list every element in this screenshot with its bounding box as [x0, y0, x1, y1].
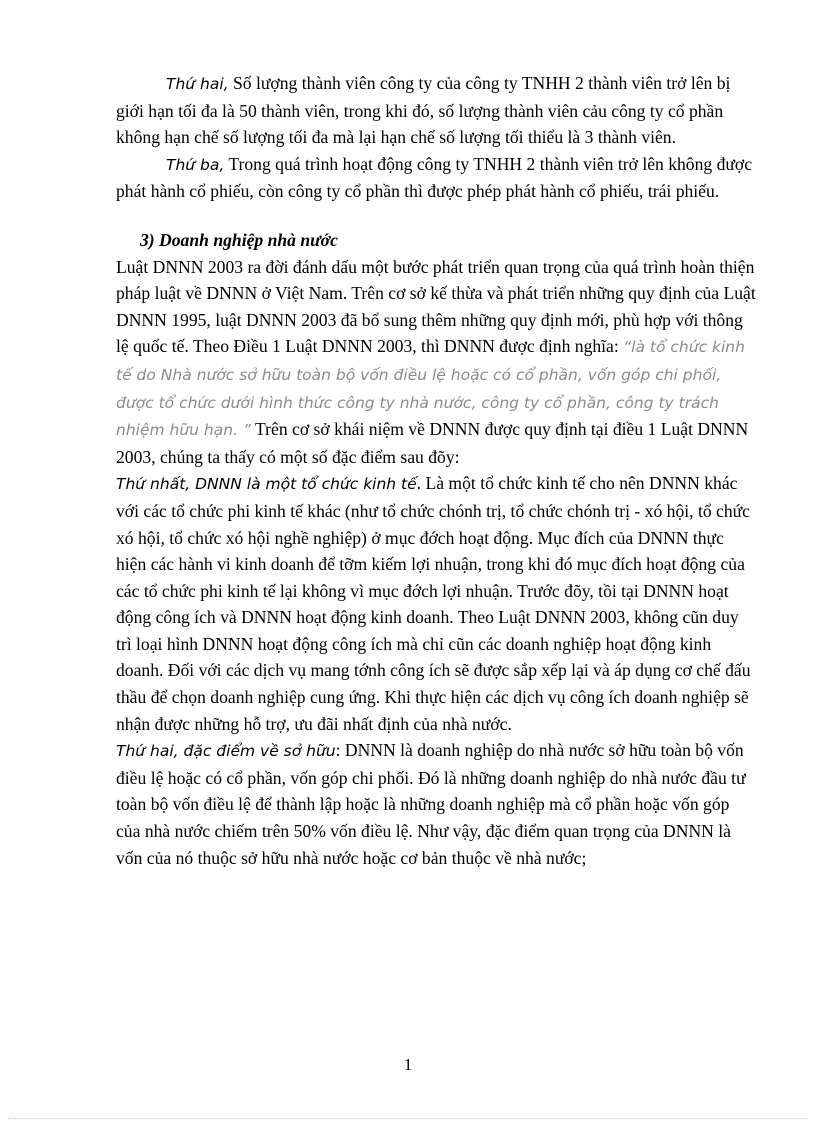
section-heading: 3) Doanh nghiệp nhà nước: [140, 229, 338, 250]
paragraph-text: Luật DNNN 2003 ra đời đánh dấu một bước phát triển quan trọng của quá trình hoàn thiện pháp luật về DNNN ở Việt Nam. Trên cơ sở kế thừa và phát triển những quy định của Luật DNNN 1995, luật DNNN 2003 đã bổ sung thêm những quy định mới, phù hợp với thông lệ quốc tế. Theo Điều 1 Luật DNNN 2003, thì DNNN được định nghĩa:: [116, 256, 756, 357]
paragraph-text: . Là một tổ chức kinh tế cho nên DNNN khác với các tổ chức phi kinh tế khác (như tổ chức chónh trị, tổ chức chónh trị - xó hội, tổ chức xó hội, tổ chức xó hội nghề nghiệp) ở mục đớch hoạt động. Mục đích của DNNN thực hiện các hành vi kinh doanh để tỡm kiếm lợi nhuận, trong khi đó mục đích hoạt động của các tổ chức phi kinh tế lại không vì mục đớch lợi nhuận. Trước đõy, tồi tại DNNN hoạt động công ích và DNNN hoạt động kinh doanh. Theo Luật DNNN 2003, không cũn duy trì loại hình DNNN hoạt động công ích mà chỉ cũn các doanh nghiệp hoạt động kinh doanh. Đối với các dịch vụ mang tớnh công ích sẽ được sắp xếp lại và áp dụng cơ chế đấu thầu để chọn doanh nghiệp cung ứng. Khi thực hiện các dịch vụ công ích doanh nghiệp sẽ nhận được những hỗ trợ, ưu đãi nhất định của nhà nước.: [116, 473, 751, 734]
page-bottom-divider: [8, 1118, 808, 1119]
paragraph-definition: [116, 254, 756, 471]
paragraph-thu-hai-members: [116, 70, 756, 151]
page-number: 1: [403, 1055, 413, 1074]
paragraph-tail: Trên cơ sở khái niệm về DNNN được quy định tại điều 1 Luật DNNN 2003, chúng ta thấy có một số đặc điểm sau đõy:: [116, 419, 749, 467]
definition-quote: “là tổ chức kinh tế do Nhà nước sở hữu toàn bộ vốn điều lệ hoặc có cổ phần, vốn góp chi phối, được tổ chức dưới hình thức công ty nhà nước, công ty cổ phần, công ty trách nhiệm hữu hạn. ”: [116, 338, 745, 440]
document-body: [116, 70, 756, 871]
paragraph-text: Trong quá trình hoạt động công ty TNHH 2 thành viên trở lên không được phát hành cổ phiếu, còn công ty cổ phần thì được phép phát hành cổ phiếu, trái phiếu.: [116, 153, 753, 202]
paragraph-lead: Thứ nhất, DNNN là một tổ chức kinh tế: [116, 475, 417, 494]
paragraph-lead: Thứ hai,: [166, 75, 229, 93]
paragraph-lead: Thứ hai, đặc điểm về sở hữu: [116, 742, 336, 761]
paragraph-text: Số lượng thành viên công ty của công ty TNHH 2 thành viên trở lên bị giới hạn tối đa là 50 thành viên, trong khi đó, số lượng thành viên cảu công ty cổ phần không hạn chế số lượng tối đa mà lại hạn chế số lượng tối thiểu là 3 thành viên.: [116, 73, 731, 148]
paragraph-thu-ba-shares: [116, 151, 756, 205]
paragraph-lead: Thứ ba,: [166, 155, 225, 174]
paragraph-thu-hai-ownership: [116, 737, 756, 871]
paragraph-thu-nhat: [116, 470, 756, 737]
paragraph-text: : DNNN là doanh nghiệp do nhà nước sở hữu toàn bộ vốn điều lệ hoặc có cổ phần, vốn góp chi phối. Đó là những doanh nghiệp do nhà nước đầu tư toàn bộ vốn điều lệ để thành lập hoặc là những doanh nghiệp mà cổ phần hoặc vốn góp của nhà nước chiếm trên 50% vốn điều lệ. Như vậy, đặc điểm quan trọng của DNNN là vốn của nó thuộc sở hữu nhà nước hoặc cơ bản thuộc về nhà nước;: [116, 740, 746, 868]
